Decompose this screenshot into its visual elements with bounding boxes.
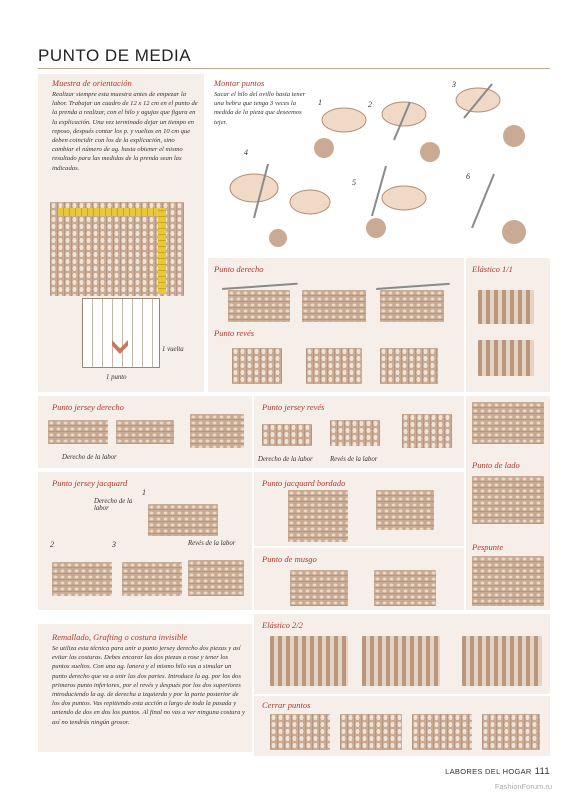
rib22-swatch	[270, 636, 348, 686]
lado-swatch-top	[472, 402, 544, 444]
knit-swatch	[228, 290, 290, 322]
jersey-reves-swatch	[262, 424, 312, 446]
ruler-horizontal	[58, 208, 166, 216]
panel-title: Punto de musgo	[262, 554, 317, 564]
ruler-vertical	[158, 208, 166, 294]
page-footer	[445, 766, 550, 777]
title-divider	[38, 68, 550, 69]
step-number: 3	[112, 540, 116, 549]
knit-swatch	[380, 290, 444, 322]
label-derecho: Derecho de la labor	[258, 456, 313, 463]
bindoff-swatch	[340, 714, 402, 750]
jacquard-swatch	[122, 562, 182, 596]
bindoff-swatch	[270, 714, 330, 750]
panel-text: Se utiliza esta técnica para unir a punto jersey derecho dos piezas y así evitar las costuras. Debes encarar las dos piezas a rose y tener los puntos sueltos. Con una ag. lanera y el mismo hilo vas a simular un punto derecho que va a unir las dos partes. Introduce la ag. por los dos primeros punto inferiores, por el revés y después por los dos superiores introduciendo la ag. de derecha a izquierda y por la parte posterior de los dos puntos. Vas repitiendo esta acción a largo de toda la pasada y uniendo de dos en dos los puntos. Al final no vas a ver ninguna costura y así no tendrás ningún grosor.	[52, 645, 245, 726]
lado-swatch	[472, 476, 544, 524]
rib-swatch	[478, 340, 534, 376]
step-number: 1	[142, 488, 146, 497]
purl-swatch	[380, 348, 438, 384]
rib-swatch	[478, 290, 534, 324]
jersey-reves-swatch	[402, 414, 452, 448]
step-number: 4	[244, 148, 248, 157]
panel-title: Elástico 2/2	[262, 620, 303, 630]
panel-text: Sacar el hilo del ovillo hasta tener una hebra que tenga 3 veces la medida de la pieza que deseemos tejer.	[214, 91, 306, 126]
panel-title: Montar puntos	[214, 78, 265, 88]
musgo-swatch	[374, 570, 436, 606]
label-derecho: Derecho de la labor	[62, 454, 117, 461]
panel-title: Punto de lado	[472, 460, 520, 470]
panel-title: Punto jersey revés	[262, 402, 325, 412]
bordado-swatch	[288, 490, 348, 542]
panel-title: Pespunte	[472, 542, 504, 552]
label-punto: 1 punto	[106, 374, 127, 381]
footer-label: LABORES DEL HOGAR	[445, 767, 532, 776]
panel-title: Punto jacquard bordado	[262, 478, 346, 488]
label-reves: Revés de la labor	[188, 540, 236, 547]
cast-on-illustrations	[214, 78, 548, 250]
panel-title: Elástico 1/1	[472, 264, 513, 274]
page-number: 111	[534, 766, 550, 777]
panel-text: Realizar siempre esta muestra antes de empezar la labor. Trabajar un cuadro de 12 x 12 cm en el punto de la prenda a realizar, con el hilo y agujas que figura en la explicación. Una vez terminado dejar un tiempo en reposo, después contar los p. y vueltas en 10 cm que deben coincidir con los de la explicación, sino cambiar el número de ag. hasta obtener el mismo resultado para las medidas de la prenda sean las indicadas.	[52, 91, 198, 172]
purl-swatch	[232, 348, 282, 384]
watermark: FashionForum.ru	[494, 782, 552, 791]
pespunte-swatch	[472, 556, 544, 606]
label-derecho: Derecho de la labor	[94, 498, 133, 512]
jersey-reves-swatch	[330, 420, 380, 446]
bindoff-swatch	[482, 714, 540, 750]
label-vuelta: 1 vuelta	[162, 346, 184, 353]
stitch-diagram	[82, 298, 160, 368]
jersey-swatch	[116, 420, 174, 444]
bindoff-swatch	[412, 714, 472, 750]
panel-title: Remallado, Grafting o costura invisible	[52, 632, 188, 642]
musgo-swatch	[290, 570, 348, 606]
knit-swatch	[302, 290, 366, 322]
rib22-swatch	[362, 636, 440, 686]
page-title: PUNTO DE MEDIA	[38, 46, 192, 65]
panel-title: Punto revés	[214, 328, 255, 338]
rib22-swatch	[462, 636, 542, 686]
step-number: 2	[50, 540, 54, 549]
step-number: 6	[466, 172, 470, 181]
bordado-swatch	[376, 490, 434, 530]
jersey-swatch	[190, 414, 244, 448]
step-number: 3	[452, 80, 456, 89]
step-number: 5	[352, 178, 356, 187]
panel-title: Punto derecho	[214, 264, 264, 274]
jacquard-swatch	[148, 504, 218, 536]
jacquard-swatch	[188, 560, 244, 596]
jersey-swatch	[48, 420, 108, 444]
panel-title: Muestra de orientación	[52, 78, 132, 88]
panel-title: Cerrar puntos	[262, 700, 311, 710]
panel-title: Punto jersey jacquard	[52, 478, 128, 488]
jacquard-swatch	[52, 562, 112, 596]
purl-swatch	[306, 348, 362, 384]
step-number: 2	[368, 100, 372, 109]
label-reves: Revés de la labor	[330, 456, 378, 463]
step-number: 1	[318, 98, 322, 107]
panel-title: Punto jersey derecho	[52, 402, 124, 412]
